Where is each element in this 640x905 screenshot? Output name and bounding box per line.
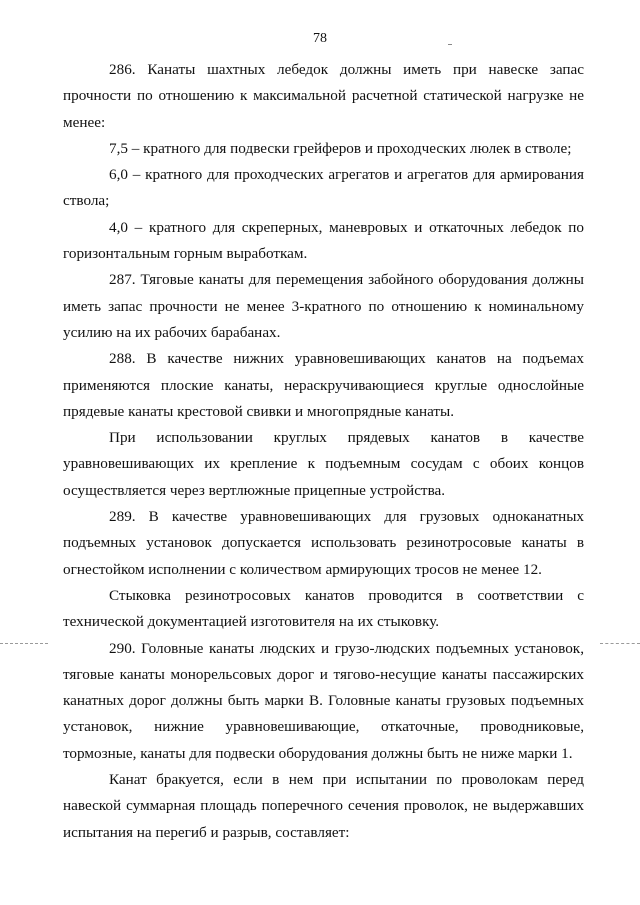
- paragraph-288: 288. В качестве нижних уравновешивающих канатов на подъемах применяются плоские канаты, нераскручивающиеся круглые однослойные прядевые канаты крестовой свивки и многопрядные канаты.: [63, 350, 584, 420]
- paragraph-288-note: При использовании круглых прядевых канатов в качестве уравновешивающих их крепление к подъемным сосудам с обоих концов осуществляется через вертлюжные прицепные устройства.: [63, 429, 584, 499]
- paragraph-286-item-3: 4,0 – кратного для скреперных, маневровых и откаточных лебедок по горизонтальным горным выработкам.: [63, 218, 584, 263]
- paragraph-287: 287. Тяговые канаты для перемещения забойного оборудования должны иметь запас прочности не менее 3-кратного по отношению к номинальному усилию на их рабочих барабанах.: [63, 271, 584, 341]
- paragraph-290-note: Канат бракуется, если в нем при испытании по проволокам перед навеской суммарная площадь поперечного сечения проволок, не выдержавших испытания на перегиб и разрыв, составляет:: [63, 771, 584, 841]
- paragraph-290: 290. Головные канаты людских и грузо-людских подъемных установок, тяговые канаты монорельсовых дорог и тягово-несущие канаты пассажирских канатных дорог должны быть марки В. Головные канаты грузовых подъемных установок, нижние уравновешивающие, откаточные, проводниковые, тормозные, канаты для подвески оборудования должны быть не ниже марки 1.: [63, 639, 584, 762]
- document-body: [63, 57, 584, 846]
- paragraph-286-item-2: 6,0 – кратного для проходческих агрегатов и агрегатов для армирования ствола;: [63, 166, 584, 210]
- paragraph-286-item-1: 7,5 – кратного для подвески грейферов и проходческих люлек в стволе;: [109, 139, 572, 157]
- scan-artifact-line-right: [600, 643, 640, 644]
- paragraph-289-note: Стыковка резинотросовых канатов проводится в соответствии с технической документацией изготовителя на их стыковку.: [63, 586, 584, 631]
- scan-artifact-line-left: [0, 643, 48, 644]
- paragraph-289: 289. В качестве уравновешивающих для грузовых одноканатных подъемных установок допускается использовать резинотросовые канаты в огнестойком исполнении с количеством армирующих тросов не менее 12.: [63, 508, 584, 578]
- paragraph-286: 286. Канаты шахтных лебедок должны иметь при навеске запас прочности по отношению к максимальной расчетной статической нагрузке не менее:: [63, 61, 584, 131]
- page-number: 78: [313, 31, 327, 46]
- scan-speck: [448, 44, 452, 45]
